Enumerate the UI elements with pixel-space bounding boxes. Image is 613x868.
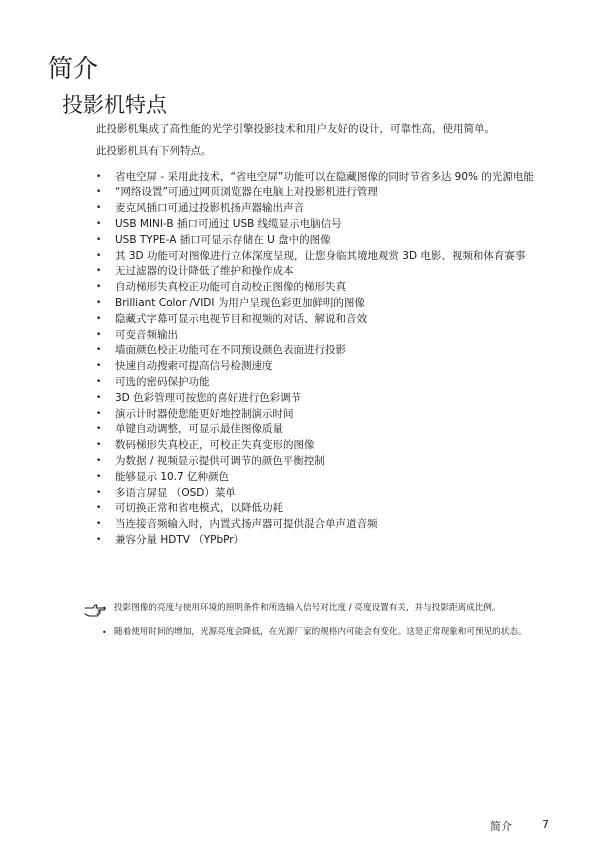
feature-item: • 能够显示 10.7 亿种颜色 — [96, 470, 548, 486]
intro-paragraph: 此投影机具有下列特点。 — [96, 144, 212, 157]
feature-item: • 无过滤器的设计降低了维护和操作成本 — [96, 264, 548, 280]
chapter-title: 简介 — [48, 54, 99, 83]
note-list — [84, 602, 548, 639]
feature-item: • 数码梯形失真校正，可校正失真变形的图像 — [96, 438, 548, 454]
feature-item: • 隐藏式字幕可显示电视节目和视频的对话、解说和音效 — [96, 312, 548, 328]
notes-block — [84, 602, 548, 650]
feature-item: • 麦克风插口可通过投影机扬声器输出声音 — [96, 201, 548, 217]
note-item: • 投影图像的亮度与使用环境的照明条件和所选输入信号对比度 / 亮度设置有关，并与投影距离成比例。 — [114, 602, 548, 615]
feature-item: • USB MINI-B 插口可通过 USB 线缆显示电脑信号 — [96, 217, 548, 233]
feature-item: • 可切换正常和省电模式，以降低功耗 — [96, 501, 548, 517]
feature-item: • 可变音频输出 — [96, 328, 548, 344]
feature-item: • 兼容分量 HDTV （YPbPr） — [96, 533, 548, 549]
footer-section-name: 简介 — [490, 820, 512, 833]
section-title: 投影机特点 — [62, 93, 167, 117]
feature-item: • 当连接音频输入时，内置式扬声器可提供混合单声道音频 — [96, 517, 548, 533]
feature-item: • “网络设置”可通过网页浏览器在电脑上对投影机进行管理 — [96, 185, 548, 201]
feature-item: • 快速自动搜索可提高信号检测速度 — [96, 359, 548, 375]
feature-list — [96, 170, 548, 549]
feature-item: • 其 3D 功能可对图像进行立体深度呈现，让您身临其境地观赏 3D 电影、视频和体育赛事 — [96, 249, 548, 265]
intro-paragraph: 此投影机集成了高性能的光学引擎投影技术和用户友好的设计，可靠性高，使用简单。 — [96, 123, 495, 135]
feature-item: • 墙面颜色校正功能可在不同预设颜色表面进行投影 — [96, 343, 548, 359]
feature-item: • 3D 色彩管理可按您的喜好进行色彩调节 — [96, 391, 548, 407]
feature-item: • 多语言屏显 （OSD）菜单 — [96, 486, 548, 502]
feature-item: • 为数据 / 视频显示提供可调节的颜色平衡控制 — [96, 454, 548, 470]
page-number: 7 — [542, 818, 549, 831]
feature-item: • 自动梯形失真校正功能可自动校正图像的梯形失真 — [96, 280, 548, 296]
feature-item: • 省电空屏 - 采用此技术，“省电空屏”功能可以在隐藏图像的同时节省多达 90% 的光源电能 — [96, 170, 548, 186]
feature-item: • 可选的密码保护功能 — [96, 375, 548, 391]
feature-item: • 演示计时器使您能更好地控制演示时间 — [96, 407, 548, 423]
feature-item: • Brilliant Color /VIDI 为用户呈现色彩更加鲜明的图像 — [96, 296, 548, 312]
note-item: • 随着使用时间的增加，光源亮度会降低，在光源厂家的规格内可能会有变化。这是正常现象和可预见的状态。 — [114, 626, 548, 639]
section-content — [96, 122, 548, 549]
feature-item: • USB TYPE-A 插口可显示存储在 U 盘中的图像 — [96, 233, 548, 249]
feature-item: • 单键自动调整，可显示最佳图像质量 — [96, 422, 548, 438]
